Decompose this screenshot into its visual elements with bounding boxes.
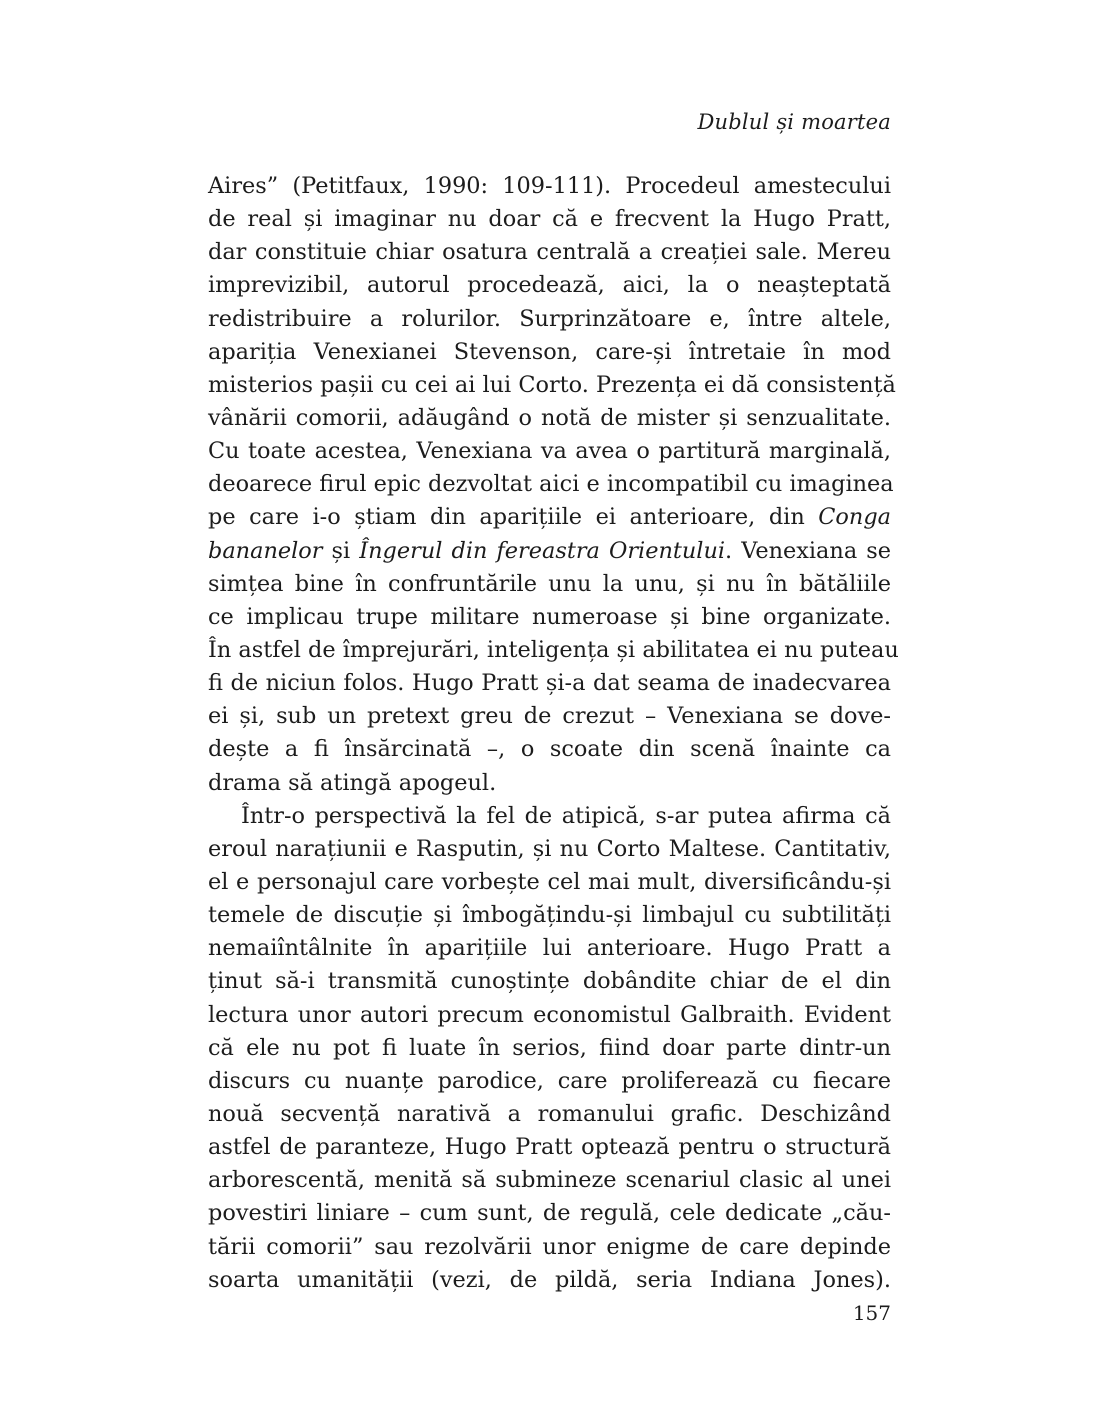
text-line: Aires” (Petitfaux, 1990: 109-111). Procedeul amestecului (208, 173, 891, 199)
text-line: redistribuire a rolurilor. Surprinzătoare e, între altele, (208, 305, 891, 332)
book-title-italic: Conga (818, 504, 891, 531)
text-line: ei și, sub un pretext greu de crezut – Venexiana se dove- (208, 703, 891, 730)
text-segment: și (322, 537, 360, 564)
text-line: nemaiîntâlnite în aparițiile lui anterioare. Hugo Pratt a (208, 935, 891, 962)
text-line: el e personajul care vorbește cel mai mult, diversificându-și (208, 868, 891, 895)
text-line: ținut să-i transmită cunoștințe dobândite chiar de el din (208, 968, 891, 995)
text-line: arborescentă, menită să submineze scenariul clasic al unei (208, 1167, 891, 1194)
text-line: fi de niciun folos. Hugo Pratt și-a dat seama de inadecvarea (208, 670, 891, 697)
text-line-with-italic (208, 535, 891, 568)
text-segment: pe care i-o știam din aparițiile ei anterioare, din (208, 504, 819, 531)
page-number: 157 (852, 1301, 891, 1325)
text-line: că ele nu pot fi luate în serios, fiind doar parte dintr-un (208, 1034, 891, 1061)
text-line: ce implicau trupe militare numeroase și bine organizate. (208, 603, 891, 630)
text-line: lectura unor autori precum economistul Galbraith. Evident (208, 1001, 891, 1028)
text-line: soarta umanității (vezi, de pildă, seria Indiana Jones). (208, 1266, 891, 1293)
text-line: imprevizibil, autorul procedează, aici, la o neașteptată (208, 272, 891, 299)
text-line: Într-o perspectivă la fel de atipică, s-ar putea afirma că (241, 802, 891, 829)
text-line: astfel de paranteze, Hugo Pratt optează pentru o structură (208, 1134, 891, 1161)
text-line: povestiri liniare – cum sunt, de regulă, cele dedicate „cău- (208, 1200, 891, 1227)
text-line: simțea bine în confruntările unu la unu, și nu în bătăliile (208, 570, 891, 597)
text-line: misterios pașii cu cei ai lui Corto. Prezența ei dă consistență (208, 371, 896, 398)
book-title-italic: Îngerul din fereastra Orientului (359, 537, 726, 564)
running-head-title: Dublul și moartea (697, 110, 891, 134)
text-line: dește a fi însărcinată –, o scoate din scenă înainte ca (208, 736, 891, 763)
text-line: drama să atingă apogeul. (208, 769, 497, 796)
text-line: dar constituie chiar osatura centrală a creației sale. Mereu (208, 239, 891, 266)
text-line-with-italic (208, 501, 891, 534)
text-line: vânării comorii, adăugând o notă de mister și senzualitate. (208, 404, 891, 431)
text-line: nouă secvență narativă a romanului grafic. Deschizând (208, 1100, 891, 1127)
text-line: deoarece firul epic dezvoltat aici e incompatibil cu imaginea (208, 471, 894, 498)
book-title-italic: bananelor (208, 537, 323, 564)
text-line: apariția Venexianei Stevenson, care-și întretaie în mod (208, 338, 891, 365)
text-line: eroul narațiunii e Rasputin, și nu Corto Maltese. Cantitativ, (208, 835, 891, 862)
text-line: temele de discuție și îmbogățindu-și limbajul cu subtilități (208, 902, 891, 929)
text-line: de real și imaginar nu doar că e frecvent la Hugo Pratt, (208, 206, 891, 233)
text-line: Cu toate acestea, Venexiana va avea o partitură marginală, (208, 438, 891, 465)
text-line: tării comorii” sau rezolvării unor enigme de care depinde (208, 1233, 891, 1260)
text-segment: . Venexiana se (725, 537, 891, 564)
text-line: În astfel de împrejurări, inteligența și abilitatea ei nu puteau (208, 636, 899, 663)
body-text (208, 170, 899, 1297)
text-line: discurs cu nuanțe parodice, care proliferează cu fiecare (208, 1067, 891, 1094)
